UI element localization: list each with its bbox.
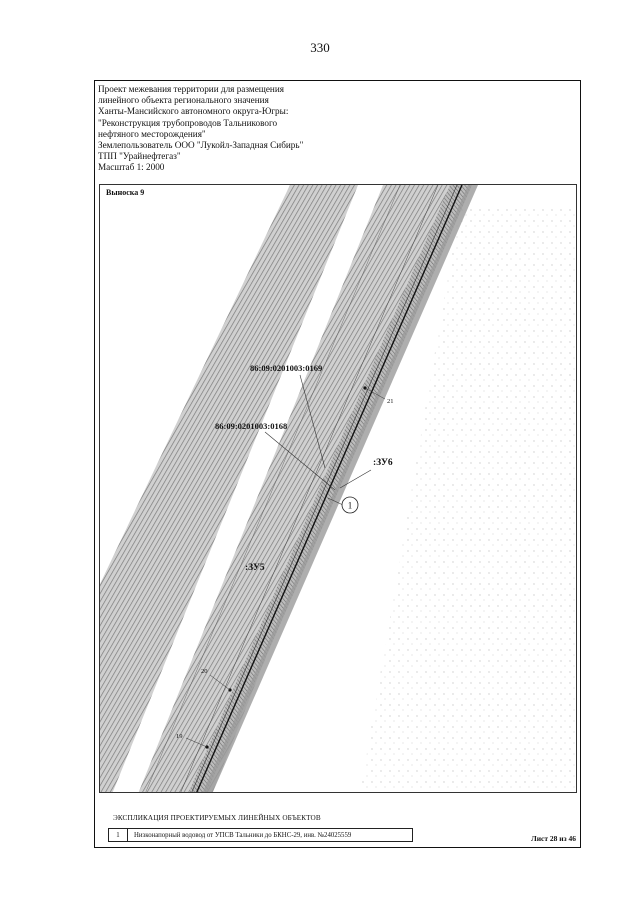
sheet-number: Лист 28 из 46 <box>531 834 576 843</box>
header-line: Ханты-Мансийского автономного округа-Югры: <box>98 106 289 117</box>
parcel-label-0168: 86:09:0201003:0168 <box>215 421 288 431</box>
title-block <box>98 84 578 174</box>
drawing-sheet <box>94 80 581 848</box>
zone-label-zu6: :ЗУ6 <box>373 458 393 468</box>
zone-label-zu5: :ЗУ5 <box>245 563 265 573</box>
header-line: Землепользователь ООО "Лукойл-Западная Сибирь" <box>98 140 304 151</box>
explication-row-number: 1 <box>109 829 128 841</box>
header-line: ТПП "Урайнефтегаз" <box>98 151 181 162</box>
explication-title: ЭКСПЛИКАЦИЯ ПРОЕКТИРУЕМЫХ ЛИНЕЙНЫХ ОБЪЕКТОВ <box>113 814 321 822</box>
point-label-21: 21 <box>387 398 394 405</box>
header-line: линейного объекта регионального значения <box>98 95 269 106</box>
explication-row-name: Низконапорный водовод от УПСВ Тальники до БКНС-29, инв. №24025559 <box>134 831 352 839</box>
page-number: 330 <box>310 40 330 55</box>
callout-title: Выноска 9 <box>106 188 145 197</box>
point-label-19: 19 <box>176 733 183 740</box>
parcel-label-0169: 86:09:0201003:0169 <box>250 363 323 373</box>
map-canvas <box>100 185 577 793</box>
header-line: Масштаб 1: 2000 <box>98 162 165 173</box>
header-line: нефтяного месторождения" <box>98 128 206 139</box>
header-line: "Реконструкция трубопроводов Тальникового <box>98 117 278 128</box>
object-marker-label: 1 <box>347 500 353 511</box>
point-label-20: 20 <box>201 668 208 675</box>
map-frame <box>99 184 577 793</box>
explication-table <box>108 828 413 842</box>
header-line: Проект межевания территории для размещения <box>98 84 284 94</box>
